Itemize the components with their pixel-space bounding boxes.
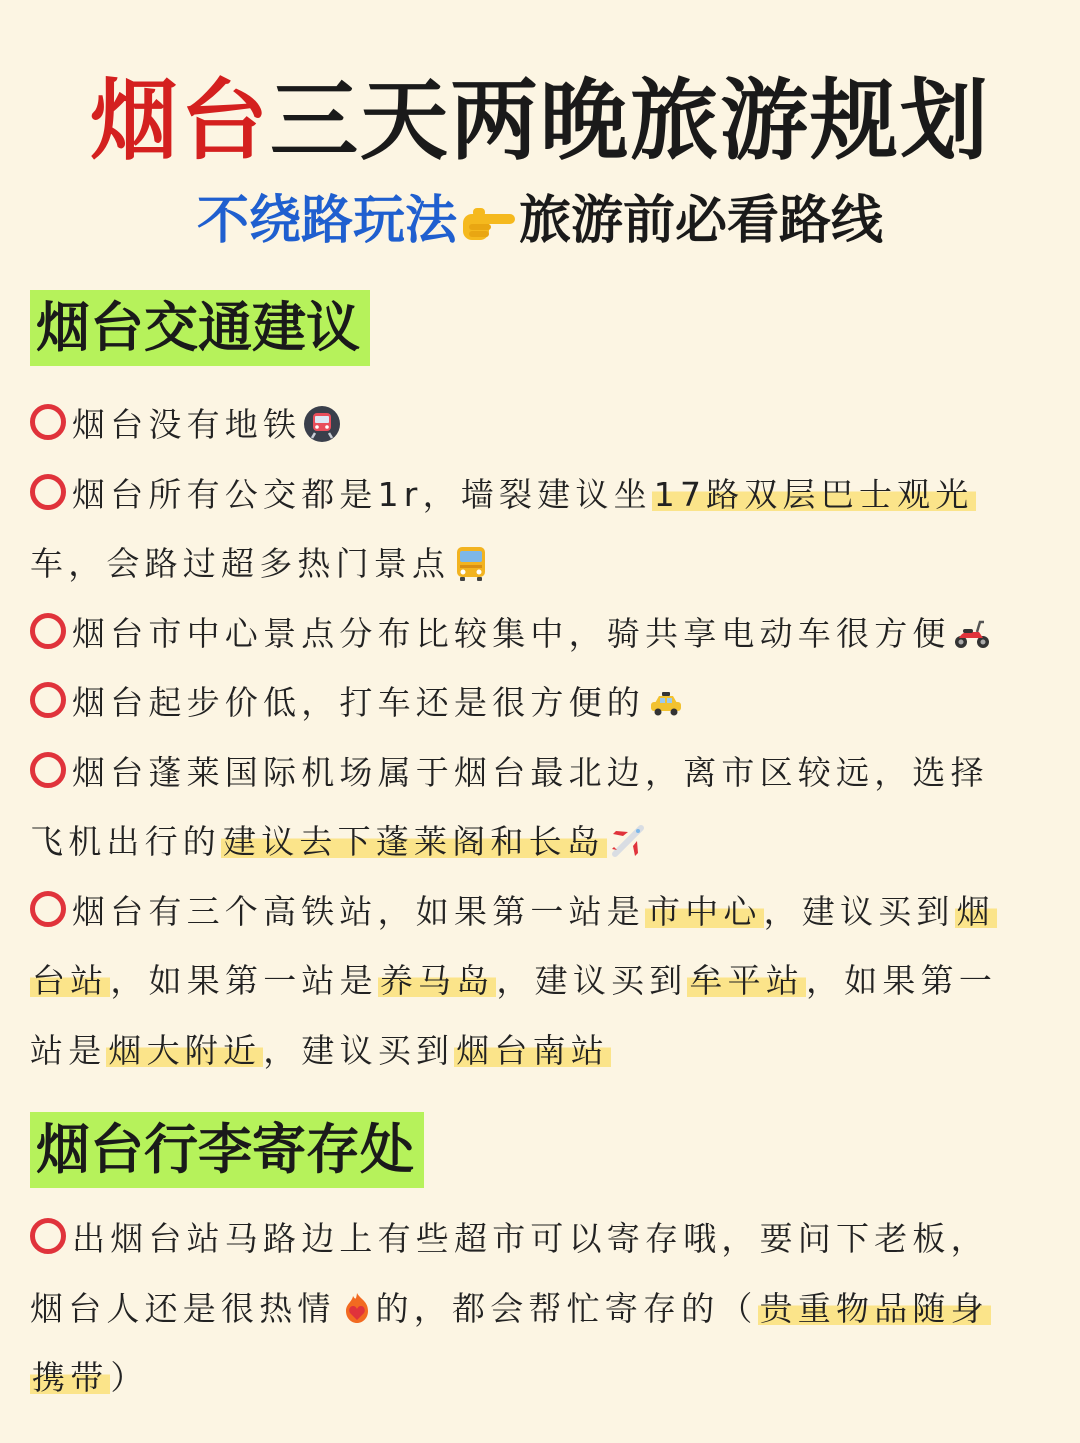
list-item [30, 668, 1040, 738]
fire-heart-icon [338, 1289, 376, 1327]
highlight-text: 烟台南站 [456, 1030, 610, 1070]
page-subtitle [0, 186, 1080, 256]
tip-text: 站是 [30, 1030, 107, 1070]
list-item [30, 599, 1040, 669]
highlight-text: 台站 [32, 961, 109, 1000]
page-title [0, 66, 1080, 176]
tip-text: 飞机出行的 [30, 822, 221, 861]
list-item-continued [30, 1343, 1040, 1413]
tip-text: ，建议买到 [496, 961, 688, 1000]
title-red-part: 烟台 [89, 69, 270, 172]
highlight-text: 烟大附近 [108, 1030, 262, 1070]
list-item [30, 1204, 1040, 1274]
tip-text: 车，会路过超多热门景点 [30, 544, 451, 583]
highlight-text: 市中心 [647, 891, 762, 931]
motor-scooter-icon [953, 614, 991, 652]
highlight-text: 养马岛 [379, 961, 495, 1000]
tip-text: 烟台起步价低，打车还是很方便的 [72, 683, 645, 722]
list-item-continued [30, 807, 1040, 877]
list-item [30, 460, 1040, 530]
bullet-circle-icon [30, 1218, 66, 1254]
tip-text: 烟台所有公交都是1r，墙裂建议坐 [72, 474, 652, 514]
tip-text: 烟台市中心景点分布比较集中，骑共享电动车很方便 [72, 613, 951, 653]
highlight-text: 贵重物品随身 [759, 1288, 989, 1328]
bus-icon [452, 544, 490, 582]
tip-text: 出烟台站马路边上有些超市可以寄存哦，要问下老板， [72, 1219, 989, 1258]
section-heading-luggage: 烟台行李寄存处 [30, 1112, 424, 1188]
tip-text: 的，都会帮忙寄存的（ [375, 1288, 758, 1328]
bullet-circle-icon [30, 682, 66, 718]
luggage-tips [30, 1204, 1040, 1413]
list-item-continued [30, 1016, 1040, 1086]
tip-text: ，如果第一 [806, 961, 998, 1000]
bullet-circle-icon [30, 891, 66, 927]
tip-text: 烟台蓬莱国际机场属于烟台最北边，离市区较远，选择 [72, 752, 989, 792]
metro-icon [303, 405, 341, 443]
airplane-icon [609, 822, 647, 860]
list-item [30, 738, 1040, 808]
subtitle-blue-part: 不绕路玩法 [196, 191, 457, 251]
taxi-icon [647, 683, 685, 721]
highlight-text: 携带 [32, 1358, 109, 1397]
list-item-continued [30, 1274, 1040, 1344]
tip-text: ，建议买到 [763, 891, 955, 931]
bullet-circle-icon [30, 474, 66, 510]
tip-text: ，建议买到 [263, 1030, 455, 1070]
tip-text: 烟台有三个高铁站，如果第一站是 [72, 891, 645, 931]
bullet-circle-icon [30, 404, 66, 440]
tip-text: ） [110, 1358, 149, 1397]
list-item [30, 877, 1040, 947]
bullet-circle-icon [30, 752, 66, 788]
list-item-continued [30, 529, 1040, 599]
highlight-text: 17路双层巴士观光 [653, 474, 974, 514]
section-heading-transport: 烟台交通建议 [30, 290, 370, 366]
list-item-continued [30, 946, 1040, 1016]
highlight-text: 牟平站 [689, 961, 805, 1000]
subtitle-black-part: 旅游前必看路线 [519, 191, 884, 251]
pointing-hand-icon [459, 204, 517, 244]
tip-text: 烟台没有地铁 [72, 405, 302, 444]
tip-text: ，如果第一站是 [110, 961, 378, 1000]
bullet-circle-icon [30, 613, 66, 649]
highlight-text: 建议去下蓬莱阁和长岛 [223, 822, 605, 861]
transport-tips [30, 390, 1040, 1085]
highlight-text: 烟 [956, 891, 995, 931]
tip-text: 烟台人还是很热情 [30, 1288, 336, 1328]
list-item [30, 390, 1040, 460]
title-black-part: 三天两晚旅游规划 [270, 69, 991, 172]
